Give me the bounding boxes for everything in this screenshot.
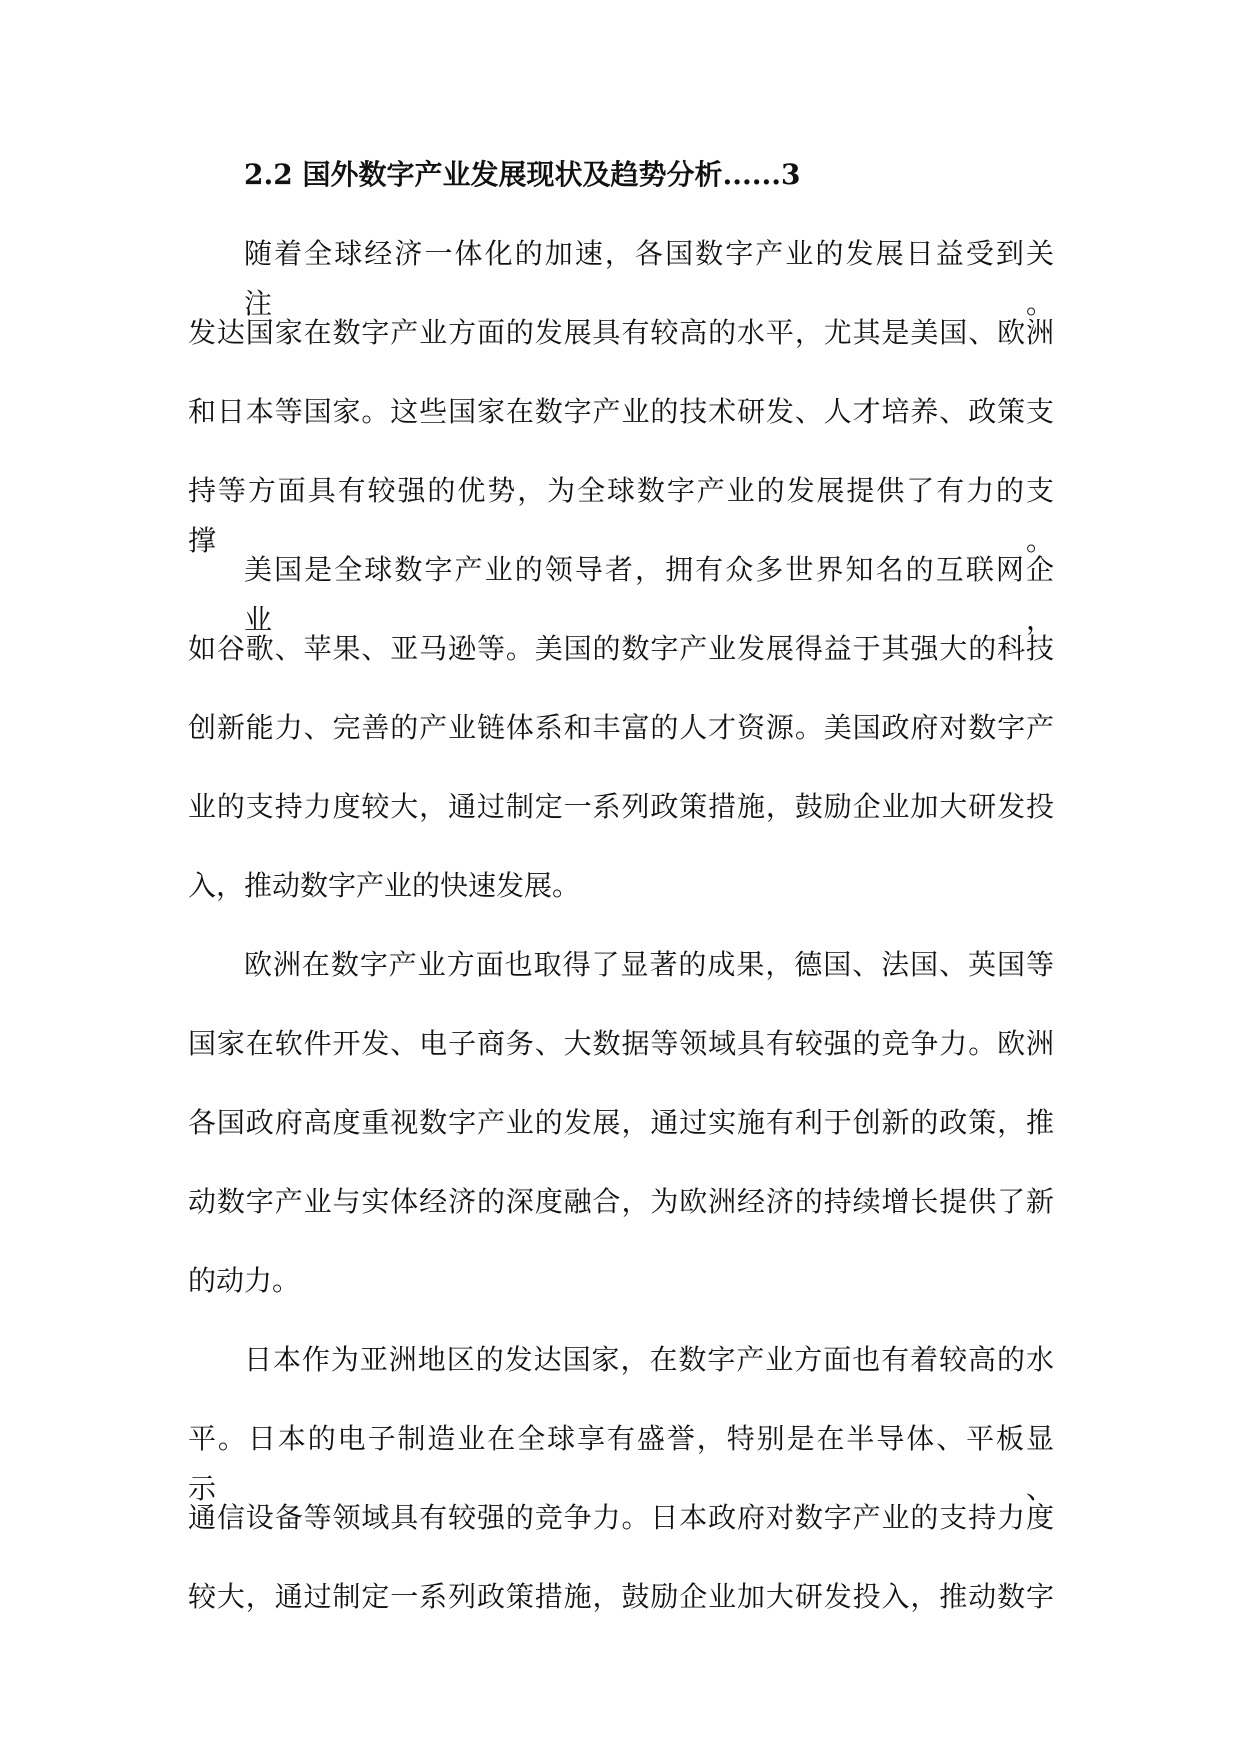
paragraph-line: 通信设备等领域具有较强的竞争力。日本政府对数字产业的支持力度 bbox=[188, 1501, 1054, 1534]
paragraph-line: 和日本等国家。这些国家在数字产业的技术研发、人才培养、政策支 bbox=[188, 395, 1054, 428]
paragraph-line: 入，推动数字产业的快速发展。 bbox=[188, 869, 581, 902]
paragraph-line: 业的支持力度较大，通过制定一系列政策措施，鼓励企业加大研发投 bbox=[188, 790, 1054, 823]
paragraph-line: 创新能力、完善的产业链体系和丰富的人才资源。美国政府对数字产 bbox=[188, 711, 1054, 744]
paragraph-europe bbox=[188, 940, 1054, 1335]
paragraph-line: 动数字产业与实体经济的深度融合，为欧洲经济的持续增长提供了新 bbox=[188, 1185, 1054, 1218]
paragraph-line: 持等方面具有较强的优势，为全球数字产业的发展提供了有力的支撑。 bbox=[188, 474, 1054, 557]
paragraph-line: 如谷歌、苹果、亚马逊等。美国的数字产业发展得益于其强大的科技 bbox=[188, 632, 1054, 665]
paragraph-line: 随着全球经济一体化的加速，各国数字产业的发展日益受到关注。 bbox=[244, 237, 1054, 320]
paragraph-line: 的动力。 bbox=[188, 1264, 301, 1297]
paragraph-line: 各国政府高度重视数字产业的发展，通过实施有利于创新的政策，推 bbox=[188, 1106, 1054, 1139]
paragraph-line: 国家在软件开发、电子商务、大数据等领域具有较强的竞争力。欧洲 bbox=[188, 1027, 1054, 1060]
paragraph-japan bbox=[188, 1335, 1054, 1651]
paragraph-line: 较大，通过制定一系列政策措施，鼓励企业加大研发投入，推动数字 bbox=[188, 1580, 1054, 1613]
section-heading: 2.2 国外数字产业发展现状及趋势分析......3 bbox=[244, 158, 801, 191]
document-body bbox=[188, 150, 1054, 1651]
paragraph-overview bbox=[188, 229, 1054, 557]
paragraph-line: 日本作为亚洲地区的发达国家，在数字产业方面也有着较高的水 bbox=[244, 1343, 1054, 1376]
paragraph-line: 发达国家在数字产业方面的发展具有较高的水平，尤其是美国、欧洲 bbox=[188, 316, 1054, 349]
paragraph-usa bbox=[188, 545, 1054, 940]
paragraph-line: 平。日本的电子制造业在全球享有盛誉，特别是在半导体、平板显示、 bbox=[188, 1422, 1054, 1505]
paragraph-line: 美国是全球数字产业的领导者，拥有众多世界知名的互联网企业， bbox=[244, 553, 1054, 636]
paragraph-line: 欧洲在数字产业方面也取得了显著的成果，德国、法国、英国等 bbox=[244, 948, 1054, 981]
